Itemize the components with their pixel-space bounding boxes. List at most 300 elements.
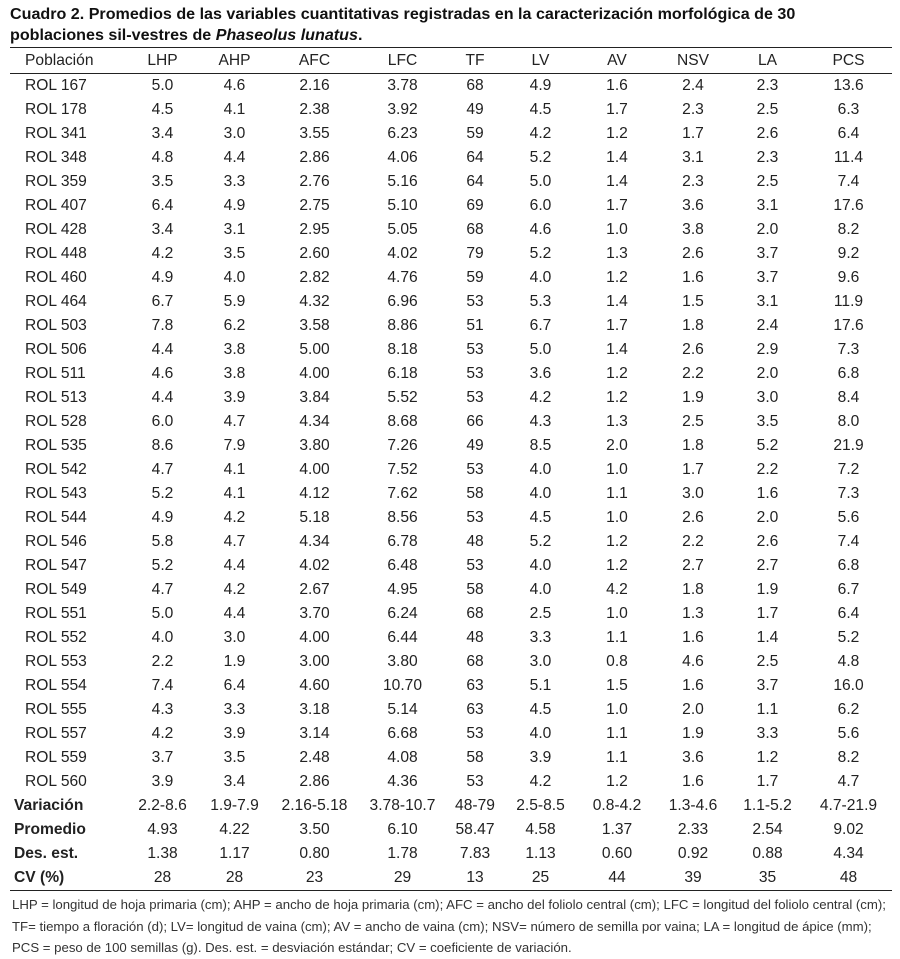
column-header-lfc: LFC: [387, 51, 418, 69]
table-cell: 4.1: [223, 485, 246, 502]
table-cell: 9.6: [837, 269, 860, 286]
table-cell: 2.7: [682, 557, 704, 574]
row-label: ROL 359: [25, 173, 87, 190]
column-header-lv: LV: [531, 51, 550, 69]
row-label: ROL 553: [25, 653, 87, 670]
table-row: [10, 146, 892, 170]
table-cell: 7.9: [223, 437, 246, 454]
row-label: ROL 348: [25, 149, 87, 166]
table-cell: 4.9: [151, 269, 174, 286]
column-header-la: LA: [757, 51, 778, 69]
table-cell: 21.9: [833, 437, 864, 454]
table-caption: [10, 4, 892, 46]
table-cell: 0.60: [601, 845, 633, 862]
table-cell: 5.16: [387, 173, 418, 190]
table-cell: 6.68: [387, 725, 418, 742]
table-cell: 23: [305, 869, 324, 886]
table-row: [10, 506, 892, 530]
table-cell: 9.02: [833, 821, 864, 838]
table-cell: 6.7: [837, 581, 860, 598]
table-cell: 4.36: [387, 773, 418, 790]
table-cell: 7.2: [837, 461, 860, 478]
table-cell: 1.3-4.6: [668, 797, 718, 814]
table-cell: 2.54: [752, 821, 783, 838]
table-cell: 4.6: [223, 77, 246, 94]
table-cell: 2.38: [299, 101, 330, 118]
table-cell: 1.3: [606, 245, 628, 262]
table-cell: 4.34: [299, 413, 330, 430]
table-cell: 2.6: [682, 341, 704, 358]
table-cell: 25: [531, 869, 550, 886]
column-header-tf: TF: [465, 51, 485, 69]
table-footnote: [10, 894, 892, 959]
table-cell: 4.7: [151, 461, 174, 478]
table-cell: 3.9: [151, 773, 174, 790]
table-cell: 1.7: [606, 317, 628, 334]
table-cell: 39: [684, 869, 702, 886]
table-cell: 1.2: [606, 557, 628, 574]
table-cell: 5.2: [529, 533, 552, 550]
summary-row: [10, 818, 892, 842]
table-cell: 6.96: [387, 293, 418, 310]
table-cell: 5.0: [529, 173, 552, 190]
table-cell: 3.4: [151, 125, 174, 142]
footnote-line: LHP = longitud de hoja primaria (cm); AHP = ancho de hoja primaria (cm); AFC = ancho del foliolo central (cm); LFC = longitud del foliolo central (cm);: [12, 897, 886, 912]
row-label: Variación: [14, 797, 84, 814]
table-cell: 5.6: [837, 725, 860, 742]
table-cell: 5.1: [529, 677, 552, 694]
table-cell: 4.95: [387, 581, 418, 598]
table-cell: 49: [466, 101, 484, 118]
table-cell: 6.78: [387, 533, 418, 550]
table-cell: 11.9: [833, 293, 864, 310]
table-cell: 1.4: [606, 149, 628, 166]
table-row: [10, 338, 892, 362]
table-cell: 4.5: [529, 101, 552, 118]
table-cell: 6.48: [387, 557, 418, 574]
table-cell: 2.48: [299, 749, 330, 766]
table-cell: 4.0: [223, 269, 246, 286]
table-cell: 1.9: [223, 653, 246, 670]
table-cell: 1.13: [525, 845, 556, 862]
table-cell: 3.6: [529, 365, 552, 382]
column-header-lhp: LHP: [147, 51, 178, 69]
table-cell: 7.62: [387, 485, 418, 502]
table-cell: 5.10: [387, 197, 418, 214]
table-cell: 6.0: [151, 413, 174, 430]
table-cell: 6.18: [387, 365, 418, 382]
table-cell: 51: [466, 317, 484, 334]
table-cell: 53: [466, 389, 484, 406]
table-cell: 1.38: [147, 845, 178, 862]
table-cell: 4.2: [529, 773, 552, 790]
row-label: ROL 559: [25, 749, 87, 766]
table-cell: 58: [466, 581, 484, 598]
table-cell: 1.0: [606, 221, 628, 238]
table-cell: 7.4: [837, 533, 860, 550]
table-cell: 1.0: [606, 605, 628, 622]
table-cell: 1.9: [756, 581, 779, 598]
table-cell: 4.2: [606, 581, 628, 598]
table-cell: 4.00: [299, 629, 330, 646]
table-row: [10, 170, 892, 194]
table-cell: 7.4: [151, 677, 174, 694]
table-cell: 53: [466, 725, 484, 742]
table-cell: 3.78-10.7: [369, 797, 436, 814]
table-cell: 2.5: [756, 653, 779, 670]
table-cell: 6.4: [151, 197, 174, 214]
table-cell: 11.4: [833, 149, 864, 166]
table-cell: 4.00: [299, 365, 330, 382]
table-cell: 3.70: [299, 605, 330, 622]
table-row: [10, 194, 892, 218]
row-label: ROL 511: [25, 365, 86, 382]
table-cell: 5.0: [151, 605, 174, 622]
table-cell: 3.3: [756, 725, 779, 742]
table-cell: 3.9: [529, 749, 552, 766]
table-cell: 3.14: [299, 725, 330, 742]
table-cell: 3.9: [223, 389, 246, 406]
table-cell: 68: [466, 221, 484, 238]
table-cell: 4.4: [223, 557, 246, 574]
table-row: [10, 362, 892, 386]
table-row: [10, 698, 892, 722]
table-cell: 3.1: [756, 197, 779, 214]
table-row: [10, 218, 892, 242]
table-cell: 13: [466, 869, 484, 886]
table-row: [10, 530, 892, 554]
table-row: [10, 458, 892, 482]
table-cell: 4.08: [387, 749, 418, 766]
table-cell: 4.0: [529, 581, 552, 598]
table-cell: 7.3: [837, 341, 860, 358]
table-cell: 2.2: [756, 461, 779, 478]
table-cell: 7.8: [151, 317, 174, 334]
table-cell: 4.4: [151, 389, 174, 406]
table-cell: 4.0: [529, 557, 552, 574]
table-row: [10, 554, 892, 578]
table-cell: 4.5: [151, 101, 174, 118]
table-cell: 3.7: [756, 677, 779, 694]
table-cell: 2.33: [677, 821, 709, 838]
table-cell: 2.5-8.5: [516, 797, 565, 814]
table-cell: 66: [466, 413, 484, 430]
table-cell: 2.9: [756, 341, 779, 358]
table-cell: 5.3: [529, 293, 552, 310]
row-label: ROL 560: [25, 773, 87, 790]
table-cell: 3.3: [223, 173, 246, 190]
table-cell: 4.7: [151, 581, 174, 598]
table-cell: 48-79: [455, 797, 495, 814]
table-cell: 0.8: [606, 653, 628, 670]
row-label: Des. est.: [14, 845, 79, 862]
row-label: Promedio: [14, 821, 86, 838]
table-cell: 1.6: [682, 773, 704, 790]
table-cell: 3.5: [756, 413, 779, 430]
table-cell: 2.6: [756, 125, 779, 142]
table-cell: 49: [466, 437, 484, 454]
row-label: ROL 546: [25, 533, 87, 550]
table-cell: 2.2: [151, 653, 174, 670]
table-cell: 8.2: [837, 749, 860, 766]
table-cell: 2.3: [756, 77, 779, 94]
table-cell: 5.8: [151, 533, 174, 550]
table-cell: 4.8: [151, 149, 174, 166]
table-cell: 4.12: [299, 485, 330, 502]
table-cell: 5.18: [299, 509, 330, 526]
data-table: [10, 47, 892, 891]
table-cell: 4.22: [219, 821, 250, 838]
table-cell: 2.76: [299, 173, 330, 190]
caption-text: Cuadro 2. Promedios de las variables cuantitativas registradas en la caracterización morfológica de 30 poblaciones sil-vestres de: [10, 5, 796, 44]
table-row: [10, 410, 892, 434]
row-label: ROL 513: [25, 389, 87, 406]
table-cell: 4.7-21.9: [819, 797, 878, 814]
table-row: [10, 770, 892, 794]
table-cell: 6.7: [529, 317, 552, 334]
table-cell: 1.5: [606, 677, 628, 694]
table-cell: 53: [466, 293, 484, 310]
table-row: [10, 242, 892, 266]
table-cell: 3.8: [223, 365, 246, 382]
table-cell: 7.26: [387, 437, 418, 454]
table-cell: 68: [466, 77, 484, 94]
table-cell: 1.7: [682, 461, 704, 478]
table-cell: 3.84: [299, 389, 330, 406]
row-label: ROL 341: [25, 125, 87, 142]
table-cell: 28: [153, 869, 172, 886]
table-cell: 6.4: [837, 605, 860, 622]
table-cell: 0.8-4.2: [592, 797, 642, 814]
table-cell: 4.58: [525, 821, 556, 838]
table-cell: 3.1: [756, 293, 779, 310]
table-cell: 6.2: [837, 701, 860, 718]
table-cell: 53: [466, 341, 484, 358]
table-cell: 5.2: [151, 485, 174, 502]
table-cell: 3.4: [151, 221, 174, 238]
table-cell: 1.9-7.9: [210, 797, 259, 814]
table-cell: 2.60: [299, 245, 330, 262]
table-cell: 3.00: [299, 653, 330, 670]
table-cell: 1.6: [606, 77, 628, 94]
table-cell: 63: [466, 701, 484, 718]
table-cell: 5.14: [387, 701, 418, 718]
table-cell: 1.17: [219, 845, 250, 862]
table-cell: 4.2: [151, 245, 174, 262]
table-cell: 2.16: [299, 77, 330, 94]
table-cell: 1.1-5.2: [743, 797, 792, 814]
table-cell: 2.0: [682, 701, 704, 718]
table-cell: 4.34: [299, 533, 330, 550]
table-cell: 28: [225, 869, 244, 886]
table-cell: 3.5: [223, 749, 246, 766]
summary-row: [10, 794, 892, 818]
column-header-pcs: PCS: [832, 51, 865, 69]
table-cell: 69: [466, 197, 484, 214]
table-cell: 8.68: [387, 413, 418, 430]
table-cell: 8.18: [387, 341, 418, 358]
column-header-av: AV: [607, 51, 627, 69]
table-cell: 9.2: [837, 245, 860, 262]
table-cell: 4.02: [387, 245, 418, 262]
table-cell: 0.92: [677, 845, 709, 862]
table-cell: 53: [466, 557, 484, 574]
table-cell: 3.78: [387, 77, 418, 94]
table-cell: 4.2: [529, 125, 552, 142]
table-cell: 4.2: [223, 581, 246, 598]
table-cell: 4.00: [299, 461, 330, 478]
table-row: [10, 482, 892, 506]
row-label: ROL 552: [25, 629, 87, 646]
table-cell: 6.44: [387, 629, 418, 646]
table-cell: 2.2-8.6: [138, 797, 187, 814]
table-cell: 5.00: [299, 341, 330, 358]
table-cell: 3.0: [756, 389, 779, 406]
table-cell: 5.2: [529, 245, 552, 262]
table-cell: 1.6: [682, 629, 704, 646]
table-cell: 4.3: [151, 701, 174, 718]
table-cell: 2.95: [299, 221, 330, 238]
table-cell: 1.1: [606, 485, 628, 502]
summary-row: [10, 866, 892, 891]
table-cell: 1.78: [387, 845, 418, 862]
table-cell: 44: [608, 869, 626, 886]
table-cell: 4.2: [529, 389, 552, 406]
row-label: ROL 555: [25, 701, 87, 718]
table-cell: 5.9: [223, 293, 246, 310]
table-cell: 6.2: [223, 317, 246, 334]
table-cell: 2.5: [756, 101, 779, 118]
table-cell: 2.2: [682, 533, 704, 550]
table-cell: 4.02: [299, 557, 330, 574]
table-cell: 4.60: [299, 677, 330, 694]
table-cell: 4.34: [833, 845, 864, 862]
column-header-afc: AFC: [298, 51, 331, 69]
table-cell: 5.2: [529, 149, 552, 166]
column-header-poblacion: Población: [25, 51, 94, 69]
table-cell: 1.7: [606, 197, 628, 214]
table-cell: 2.3: [682, 101, 704, 118]
table-cell: 3.7: [756, 245, 779, 262]
table-cell: 3.5: [223, 245, 246, 262]
table-cell: 5.6: [837, 509, 860, 526]
table-row: [10, 74, 892, 99]
table-cell: 17.6: [833, 197, 864, 214]
table-cell: 2.0: [756, 509, 779, 526]
table-cell: 1.2: [606, 533, 628, 550]
table-cell: 3.7: [756, 269, 779, 286]
table-cell: 3.0: [682, 485, 704, 502]
row-label: ROL 178: [25, 101, 87, 118]
table-cell: 3.0: [223, 629, 246, 646]
table-cell: 6.8: [837, 365, 860, 382]
table-cell: 2.5: [682, 413, 704, 430]
table-cell: 1.0: [606, 461, 628, 478]
table-cell: 3.8: [682, 221, 704, 238]
table-row: [10, 650, 892, 674]
table-cell: 4.1: [223, 101, 246, 118]
table-cell: 4.0: [151, 629, 174, 646]
table-cell: 2.3: [682, 173, 704, 190]
row-label: ROL 554: [25, 677, 87, 694]
table-cell: 8.6: [151, 437, 174, 454]
table-body: [10, 74, 892, 891]
table-cell: 2.4: [682, 77, 704, 94]
table-cell: 4.9: [529, 77, 552, 94]
row-label: ROL 528: [25, 413, 87, 430]
table-cell: 3.3: [223, 701, 246, 718]
table-cell: 2.3: [756, 149, 779, 166]
table-cell: 1.0: [606, 701, 628, 718]
table-cell: 1.0: [606, 509, 628, 526]
table-cell: 1.8: [682, 317, 704, 334]
table-cell: 10.70: [382, 677, 423, 694]
table-cell: 1.2: [606, 389, 628, 406]
table-cell: 1.6: [682, 269, 704, 286]
table-cell: 53: [466, 461, 484, 478]
table-cell: 6.8: [837, 557, 860, 574]
table-cell: 1.2: [606, 773, 628, 790]
caption-end: .: [357, 26, 363, 44]
row-label: ROL 167: [25, 77, 87, 94]
table-cell: 4.3: [529, 413, 552, 430]
table-row: [10, 578, 892, 602]
table-cell: 68: [466, 653, 484, 670]
table-cell: 5.0: [529, 341, 552, 358]
table-cell: 2.82: [299, 269, 330, 286]
table-cell: 17.6: [833, 317, 864, 334]
table-cell: 5.2: [151, 557, 174, 574]
table-cell: 7.4: [837, 173, 860, 190]
table-cell: 1.1: [606, 749, 628, 766]
table-cell: 3.92: [387, 101, 418, 118]
table-cell: 1.1: [606, 629, 628, 646]
table-cell: 2.6: [682, 245, 704, 262]
table-cell: 1.9: [682, 725, 704, 742]
table-cell: 2.2: [682, 365, 704, 382]
table-cell: 3.3: [529, 629, 552, 646]
table-cell: 4.0: [529, 725, 552, 742]
caption-species: Phaseolus lunatus: [215, 26, 358, 44]
table-cell: 1.1: [756, 701, 779, 718]
table-cell: 1.2: [756, 749, 779, 766]
table-cell: 63: [466, 677, 484, 694]
table-cell: 7.83: [459, 845, 491, 862]
table-cell: 6.7: [151, 293, 174, 310]
table-cell: 4.9: [151, 509, 174, 526]
table-cell: 4.7: [837, 773, 860, 790]
table-cell: 4.32: [299, 293, 330, 310]
table-cell: 3.18: [299, 701, 330, 718]
table-cell: 1.2: [606, 269, 628, 286]
table-cell: 3.1: [223, 221, 246, 238]
table-row: [10, 314, 892, 338]
table-cell: 59: [466, 269, 484, 286]
table-cell: 64: [466, 149, 484, 166]
table-cell: 4.93: [147, 821, 178, 838]
table-cell: 2.5: [529, 605, 552, 622]
table-row: [10, 746, 892, 770]
table-cell: 4.9: [223, 197, 246, 214]
table-cell: 5.52: [387, 389, 418, 406]
table-cell: 4.0: [529, 485, 552, 502]
table-cell: 3.4: [223, 773, 246, 790]
table-cell: 8.5: [529, 437, 552, 454]
column-header-ahp: AHP: [218, 51, 251, 69]
table-cell: 64: [466, 173, 484, 190]
table-cell: 2.86: [299, 149, 330, 166]
row-label: ROL 506: [25, 341, 87, 358]
